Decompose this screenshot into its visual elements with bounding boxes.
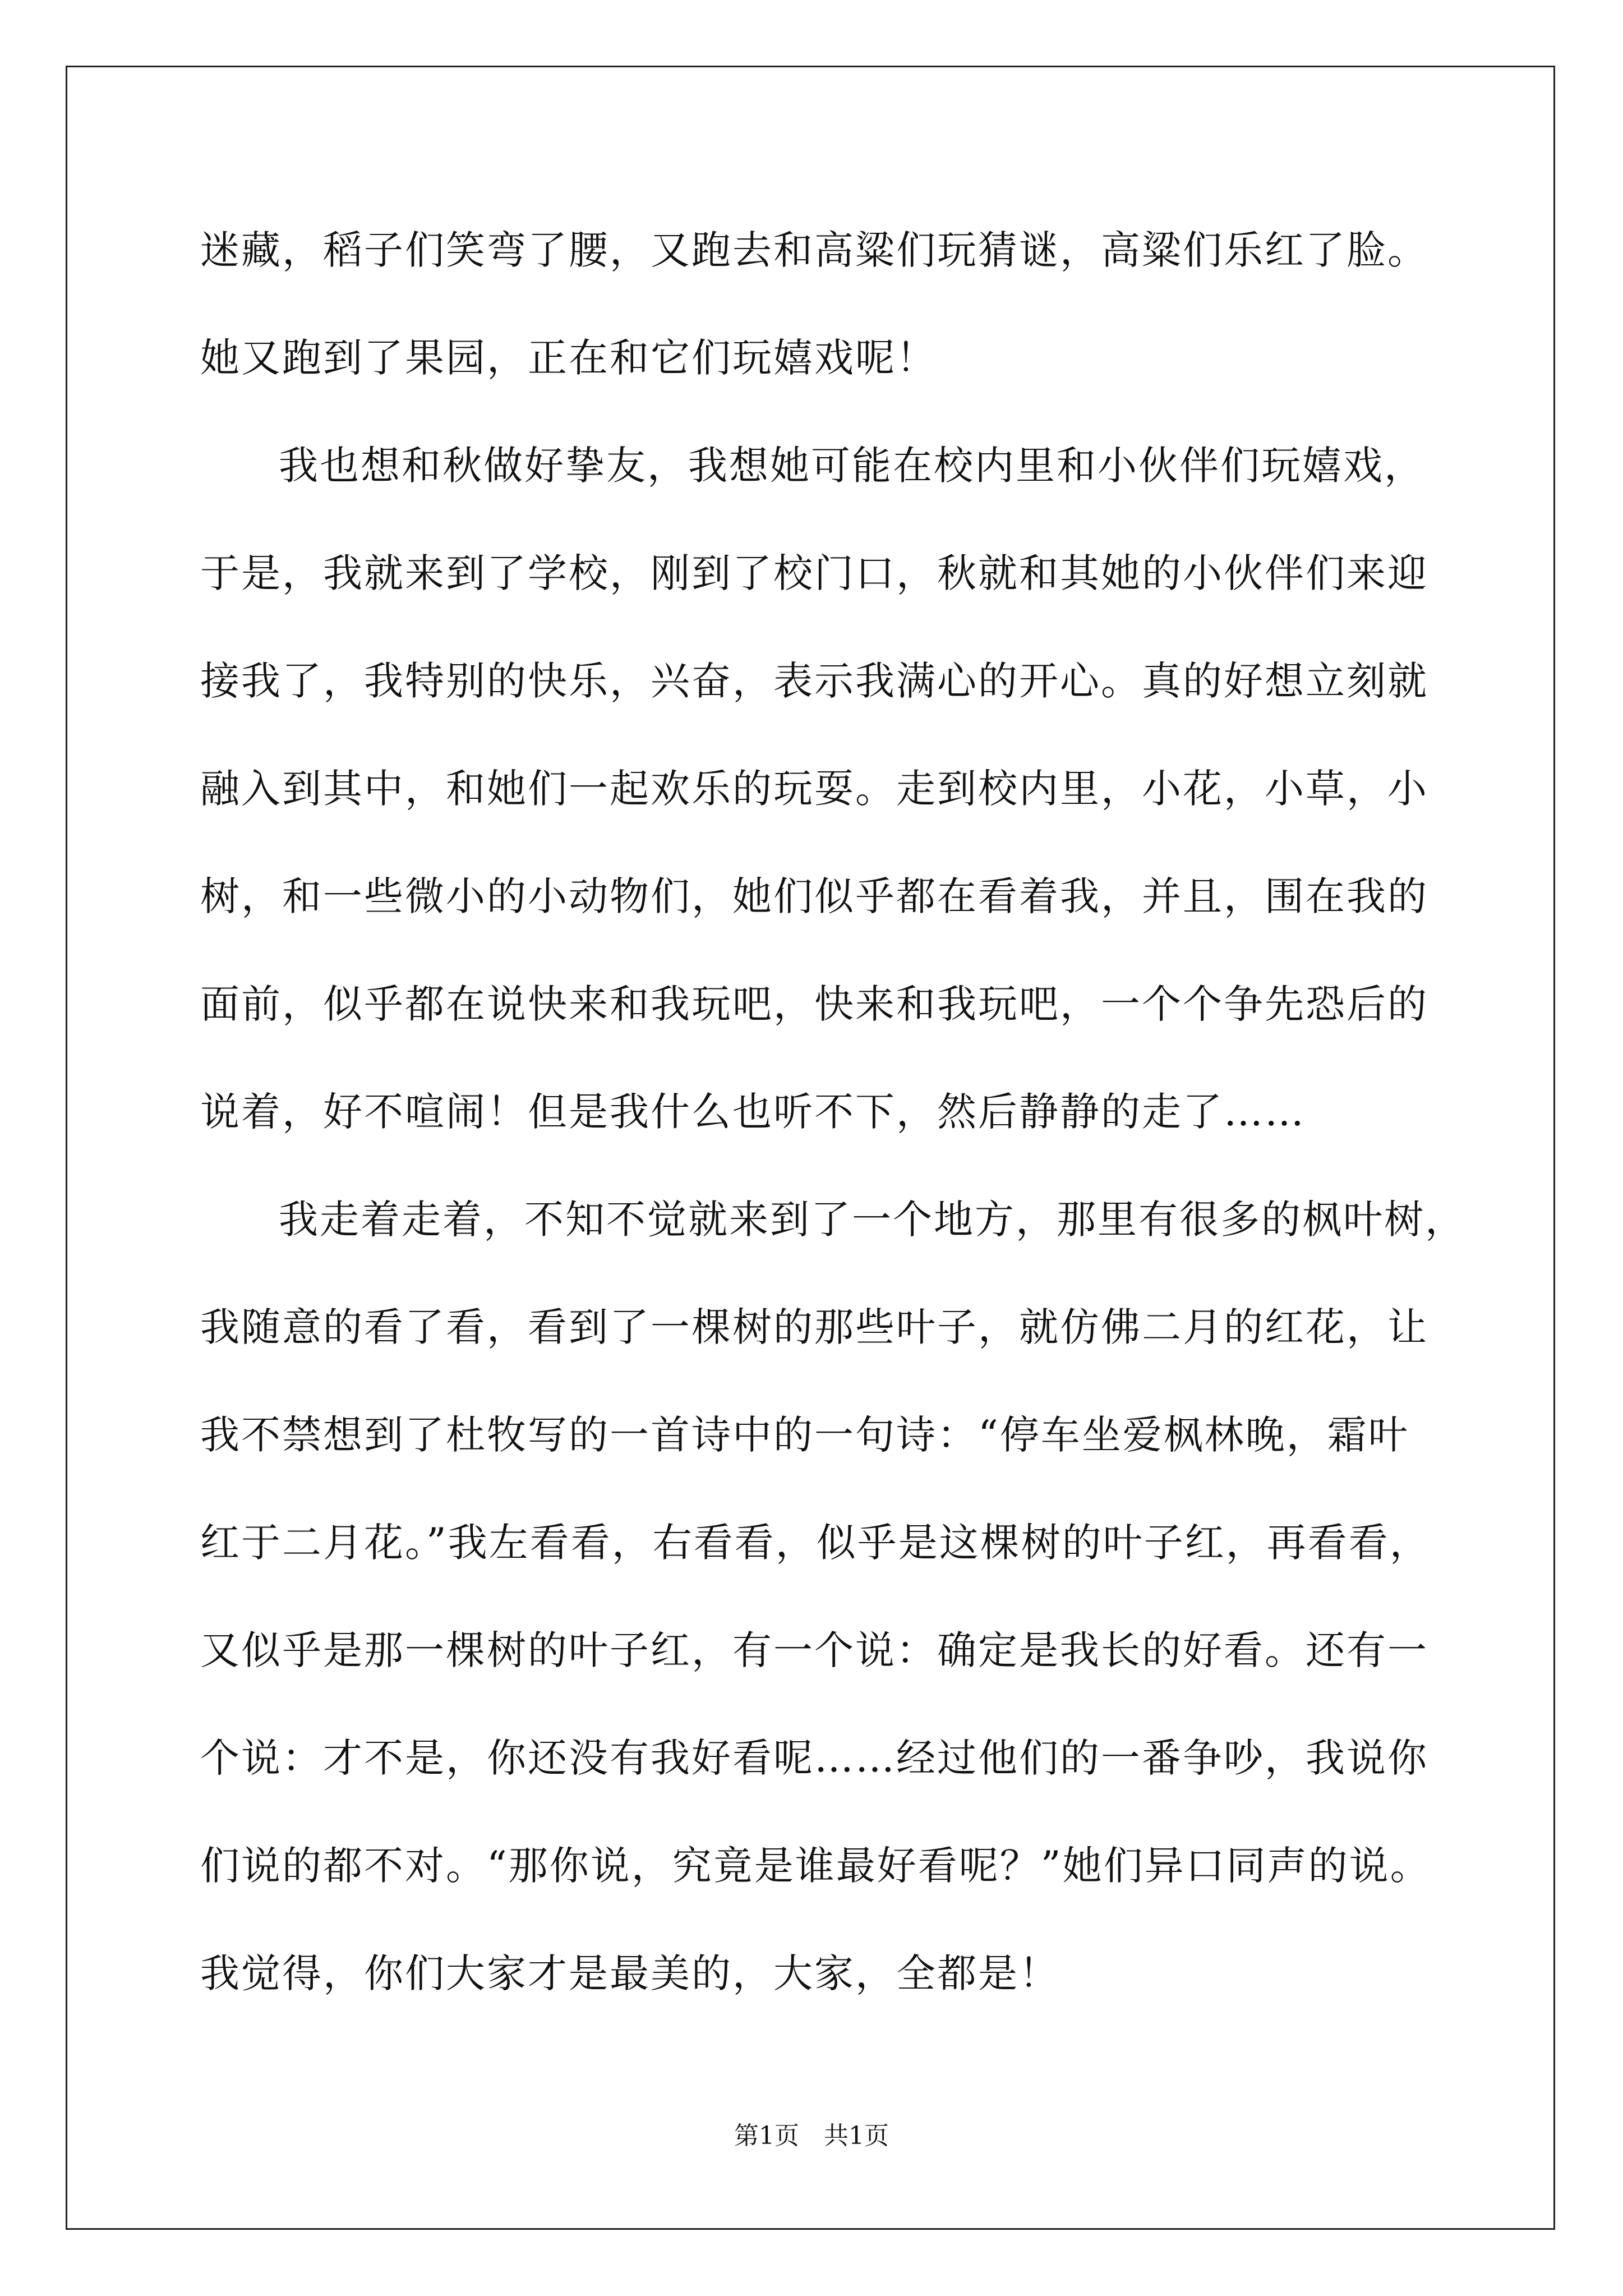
text-line: 我走着走着，不知不觉就来到了一个地方，那里有很多的枫叶树， — [279, 1197, 1466, 1243]
text-line: 我不禁想到了杜牧写的一首诗中的一句诗：“停车坐爱枫林晚，霜叶 — [200, 1412, 1409, 1458]
text-line: 面前，似乎都在说快来和我玩吧，快来和我玩吧，一个个争先恐后的 — [200, 981, 1428, 1027]
text-line: 于是，我就来到了学校，刚到了校门口，秋就和其她的小伙伴们来迎 — [200, 550, 1428, 596]
text-line: 个说：才不是，你还没有我好看呢……经过他们的一番争吵，我说你 — [200, 1735, 1428, 1781]
text-line: 说着，好不喧闹！但是我什么也听不下，然后静静的走了…… — [200, 1089, 1306, 1135]
text-line: 红于二月花。”我左看看，右看看，似乎是这棵树的叶子红，再看看， — [200, 1520, 1431, 1566]
text-line: 迷藏，稻子们笑弯了腰，又跑去和高粱们玩猜谜，高粱们乐红了脸。 — [200, 227, 1428, 273]
text-line: 又似乎是那一棵树的叶子红，有一个说：确定是我长的好看。还有一 — [200, 1627, 1428, 1673]
text-line: 我随意的看了看，看到了一棵树的那些叶子，就仿佛二月的红花，让 — [200, 1304, 1428, 1350]
text-line: 她又跑到了果园，正在和它们玩嬉戏呢！ — [200, 335, 937, 381]
text-line: 我也想和秋做好挚友，我想她可能在校内里和小伙伴们玩嬉戏， — [279, 443, 1425, 489]
text-line: 接我了，我特别的快乐，兴奋，表示我满心的开心。真的好想立刻就 — [200, 658, 1428, 704]
text-line: 融入到其中，和她们一起欢乐的玩耍。走到校内里，小花，小草，小 — [200, 766, 1428, 812]
text-line: 们说的都不对。“那你说，究竟是谁最好看呢？”她们异口同声的说。 — [200, 1843, 1431, 1889]
text-line: 树，和一些微小的小动物们，她们似乎都在看着我，并且，围在我的 — [200, 873, 1428, 919]
page-border — [66, 66, 1555, 2230]
text-line: 我觉得，你们大家才是最美的，大家，全都是！ — [200, 1950, 1060, 1996]
page-number: 第1页 共1页 — [734, 2122, 889, 2150]
